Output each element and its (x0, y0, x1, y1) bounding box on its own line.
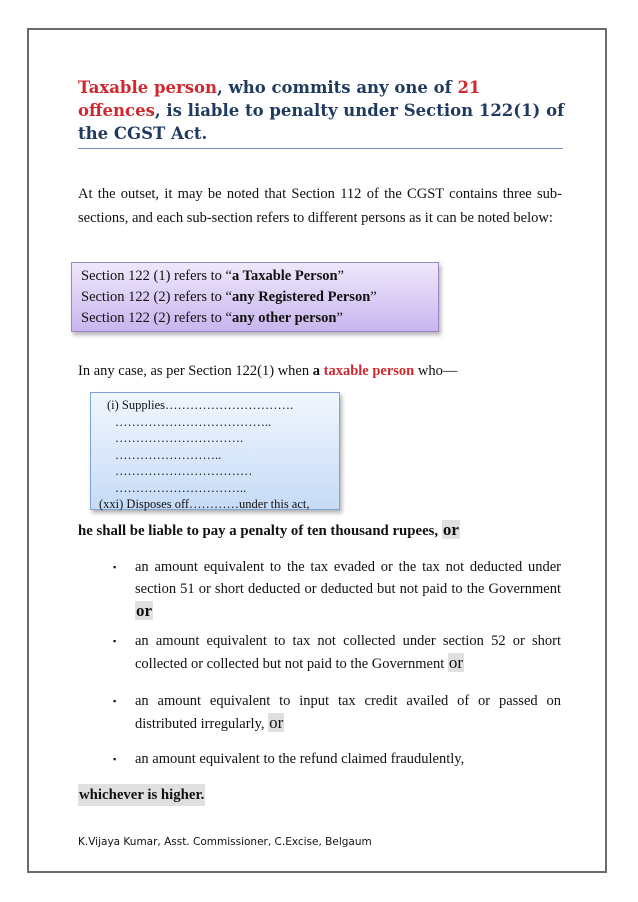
bullet-square-icon: ▪ (113, 754, 117, 764)
section-term-2: any Registered Person (232, 289, 371, 305)
bullet-square-icon: ▪ (113, 636, 117, 646)
anycase-paragraph: In any case, as per Section 122(1) when a taxable person who–– (78, 363, 458, 379)
offence-item-first: (i) Supplies…………………………. (107, 398, 294, 412)
offence-item-dots: …………………………. (115, 431, 244, 445)
section-term-1: a Taxable Person (232, 268, 338, 284)
offence-item-last: (xxi) Disposes off…………under this act, (99, 497, 310, 511)
intro-paragraph: At the outset, it may be noted that Section 112 of the CGST contains three sub-sections, and each sub-section refers to different persons as it can be noted below: (78, 186, 562, 226)
or-highlight: or (136, 601, 153, 620)
title-highlight-taxable-person: Taxable person (78, 78, 217, 97)
bullet-item: ▪ an amount equivalent to the refund claimed fraudulently, (113, 748, 561, 770)
or-highlight: or (442, 520, 459, 539)
offence-item-dots: …………………….. (115, 447, 222, 462)
bullet-square-icon: ▪ (113, 696, 117, 706)
section-line-3: Section 122 (2) refers to “any other person” (81, 310, 343, 326)
bullet-item: ▪ an amount equivalent to tax not collected under section 52 or short collected or collected but not paid to the Government or (113, 630, 561, 675)
section-line-1: Section 122 (1) refers to “a Taxable Person” (81, 268, 344, 284)
page-title (78, 76, 568, 145)
offence-item-dots: ………………………….. (115, 480, 247, 495)
section-line-2: Section 122 (2) refers to “any Registered Person” (81, 289, 377, 305)
title-text-1: , who commits any one of (217, 78, 458, 97)
penalty-line: he shall be liable to pay a penalty of ten thousand rupees, or (78, 520, 459, 539)
sections-box (71, 262, 439, 332)
offences-box (90, 392, 340, 510)
offence-item-dots: …………………………… (115, 464, 253, 478)
page-footer: K.Vijaya Kumar, Asst. Commissioner, C.Excise, Belgaum (78, 836, 372, 848)
anycase-highlight: taxable person (323, 363, 415, 379)
title-highlight-21-offences: 21 offences (78, 78, 481, 120)
offence-item-dots: ……………………………….. (115, 414, 272, 429)
bullet-item: ▪ an amount equivalent to the tax evaded or the tax not deducted under section 51 or short deducted or deducted but not paid to the Government or (113, 556, 561, 623)
or-highlight: or (269, 713, 284, 732)
bullet-square-icon: ▪ (113, 562, 117, 572)
bullet-item: ▪ an amount equivalent to input tax credit availed of or passed on distributed irregularly, or (113, 690, 561, 735)
section-term-3: any other person (232, 310, 337, 326)
title-text-2: , is liable to penalty under Section 122(1) of the CGST Act. (78, 101, 565, 143)
or-highlight: or (448, 653, 464, 672)
whichever-higher: whichever is higher. (78, 784, 205, 806)
title-underline (78, 148, 563, 149)
